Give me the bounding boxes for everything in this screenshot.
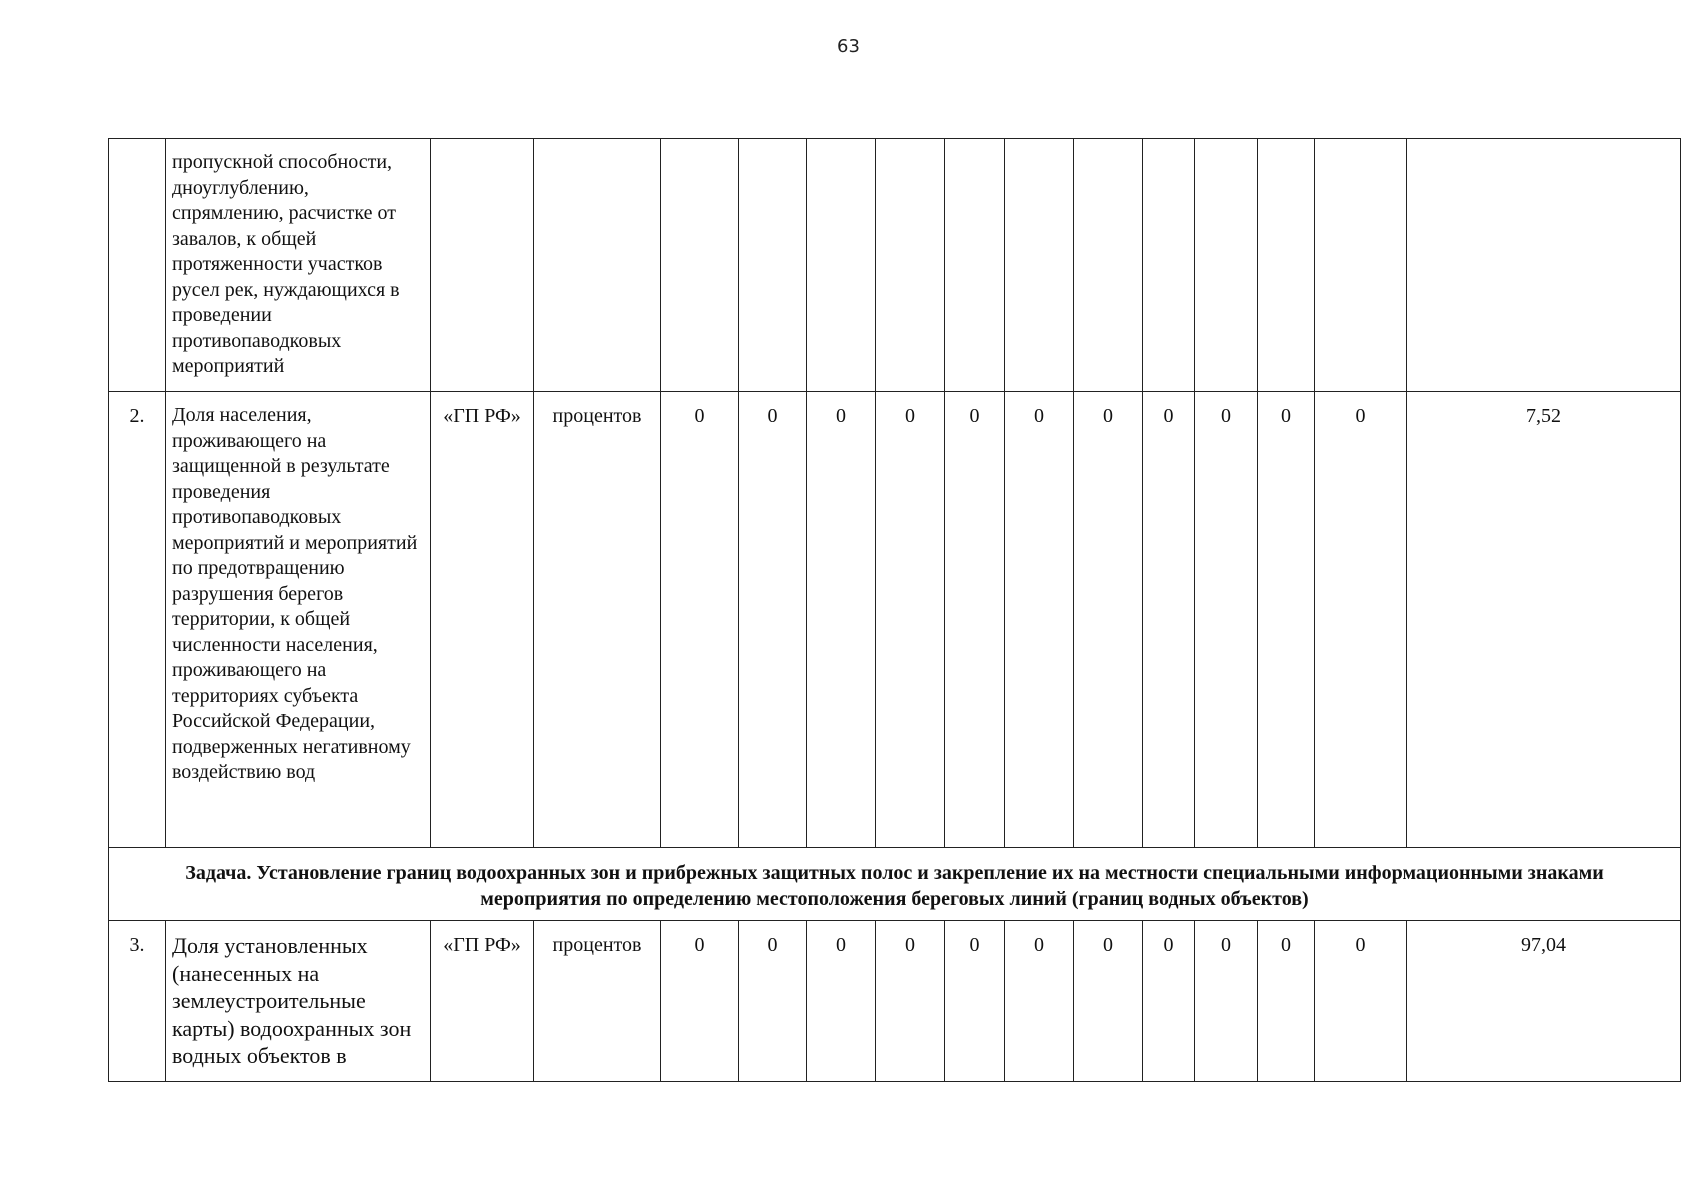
source-cell: «ГП РФ» xyxy=(431,921,534,1082)
value-cell: 0 xyxy=(661,392,739,848)
value-cell: 0 xyxy=(739,392,807,848)
value-cell: 0 xyxy=(807,392,876,848)
value-cell: 0 xyxy=(661,921,739,1082)
value-cell: 0 xyxy=(807,921,876,1082)
indicator-description: Доля населения, проживающего на защищенной в результате проведения противопаводковых мероприятий и мероприятий по предотвращению разрушения берегов территории, к общей численности населения, проживающего на территориях субъекта Российской Федерации, подверженных негативному воздействию вод xyxy=(166,392,431,848)
row-number: 2. xyxy=(109,392,166,848)
page-number: 63 xyxy=(837,36,860,57)
value-cell xyxy=(1074,139,1143,392)
value-cell: 0 xyxy=(1005,392,1074,848)
target-value-cell: 7,52 xyxy=(1407,392,1681,848)
unit-cell: процентов xyxy=(534,392,661,848)
value-cell: 0 xyxy=(1258,921,1315,1082)
value-cell: 0 xyxy=(1195,921,1258,1082)
row-number xyxy=(109,139,166,392)
row-number: 3. xyxy=(109,921,166,1082)
target-value-cell xyxy=(1407,139,1681,392)
unit-cell xyxy=(534,139,661,392)
value-cell: 0 xyxy=(1005,921,1074,1082)
indicators-table xyxy=(108,138,1681,1082)
table-row xyxy=(109,392,1681,848)
value-cell: 0 xyxy=(1315,392,1407,848)
value-cell: 0 xyxy=(876,392,945,848)
table-row xyxy=(109,921,1681,1082)
table-row xyxy=(109,139,1681,392)
value-cell xyxy=(1005,139,1074,392)
value-cell xyxy=(876,139,945,392)
value-cell xyxy=(739,139,807,392)
value-cell: 0 xyxy=(739,921,807,1082)
value-cell xyxy=(1143,139,1195,392)
value-cell: 0 xyxy=(1074,921,1143,1082)
value-cell: 0 xyxy=(876,921,945,1082)
value-cell xyxy=(945,139,1005,392)
value-cell: 0 xyxy=(945,392,1005,848)
task-heading: Задача. Установление границ водоохранных зон и прибрежных защитных полос и закрепление их на местности специальными информационными знаками мероприятия по определению местоположения береговых линий (границ водных объектов) xyxy=(109,848,1681,921)
value-cell: 0 xyxy=(1195,392,1258,848)
task-row xyxy=(109,848,1681,921)
source-cell xyxy=(431,139,534,392)
value-cell: 0 xyxy=(1258,392,1315,848)
value-cell: 0 xyxy=(1143,392,1195,848)
value-cell: 0 xyxy=(1315,921,1407,1082)
unit-cell: процентов xyxy=(534,921,661,1082)
value-cell xyxy=(807,139,876,392)
value-cell xyxy=(1195,139,1258,392)
indicator-description: пропускной способности, дноуглублению, спрямлению, расчистке от завалов, к общей протяженности участков русел рек, нуждающихся в проведении противопаводковых мероприятий xyxy=(166,139,431,392)
value-cell: 0 xyxy=(1143,921,1195,1082)
value-cell: 0 xyxy=(1074,392,1143,848)
value-cell xyxy=(661,139,739,392)
value-cell xyxy=(1258,139,1315,392)
target-value-cell: 97,04 xyxy=(1407,921,1681,1082)
source-cell: «ГП РФ» xyxy=(431,392,534,848)
value-cell: 0 xyxy=(945,921,1005,1082)
value-cell xyxy=(1315,139,1407,392)
indicator-description: Доля установленных (нанесенных на землеустроительные карты) водоохранных зон водных объектов в xyxy=(166,921,431,1082)
